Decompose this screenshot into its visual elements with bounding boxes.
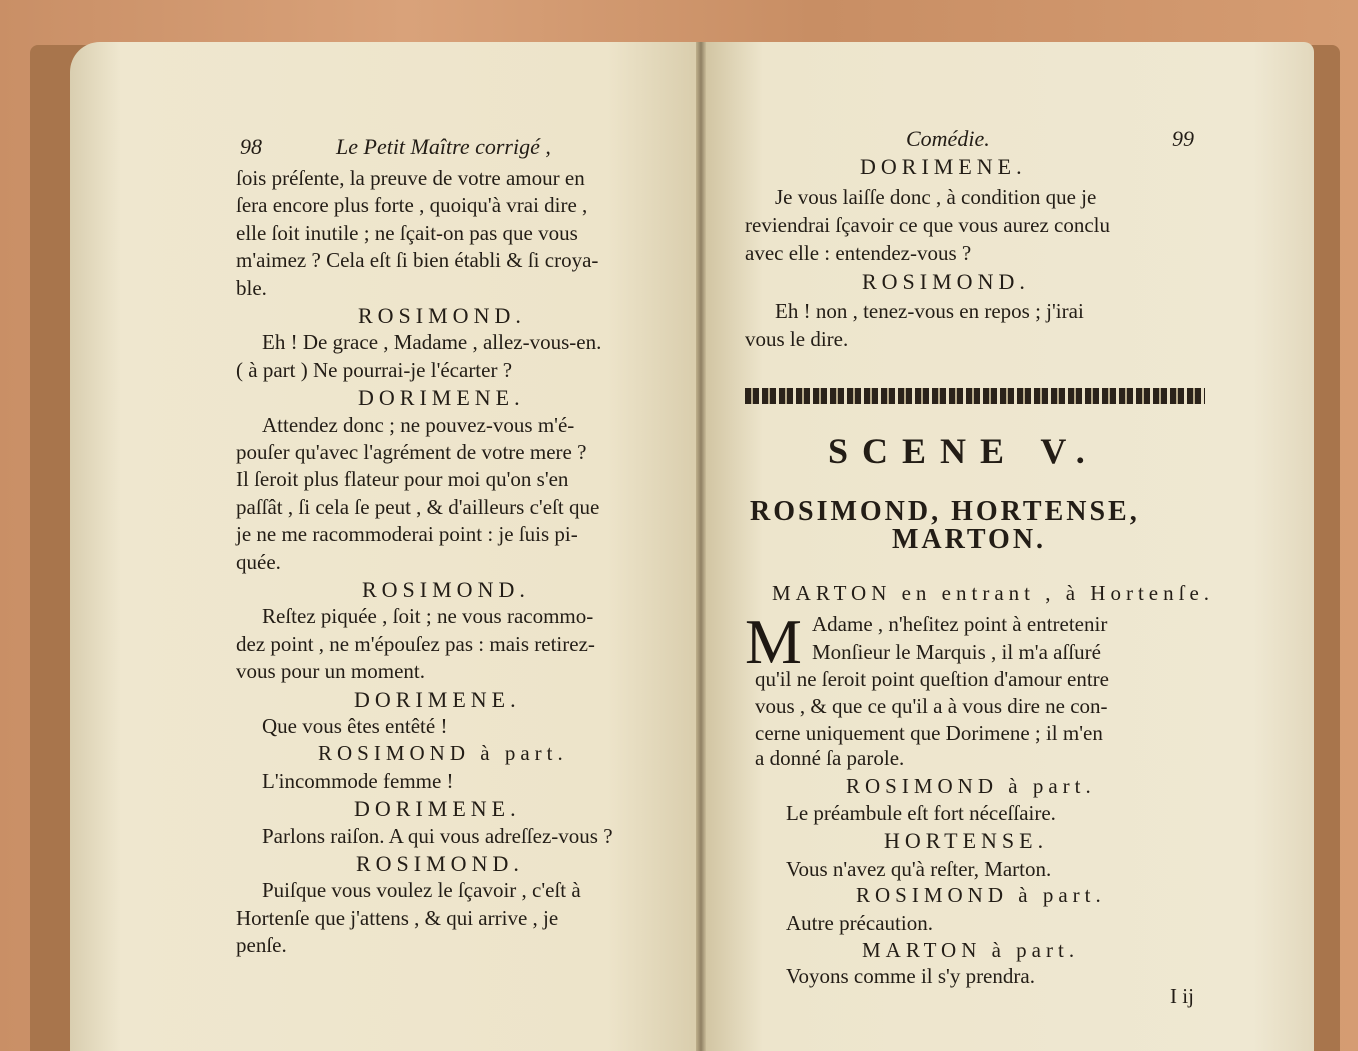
speaker-name: ROSIMOND à part. — [318, 741, 568, 766]
text-line: elle ſoit inutile ; ne ſçait-on pas que vous — [236, 220, 578, 245]
text-line: Hortenſe que j'attens , & qui arrive , je — [236, 905, 559, 930]
text-line: paſſât , ſi cela ſe peut , & d'ailleurs c'eſt que — [236, 494, 600, 519]
text-line: reviendrai ſçavoir ce que vous aurez conclu — [745, 213, 1110, 237]
speaker-name: ROSIMOND à part. — [856, 883, 1106, 907]
text-line: Autre précaution. — [786, 911, 933, 935]
text-line: Eh ! non , tenez-vous en repos ; j'irai — [775, 299, 1084, 323]
text-line: avec elle : entendez-vous ? — [745, 241, 972, 265]
text-line: ſera encore plus forte , quoiqu'à vrai dire , — [236, 193, 588, 218]
text-line: Que vous êtes entêté ! — [262, 714, 448, 738]
text-line: Attendez donc ; ne pouvez-vous m'é- — [262, 412, 575, 437]
ornamental-divider — [745, 388, 1205, 404]
text-line: ſois préſente, la preuve de votre amour en — [236, 166, 585, 190]
text-line: Voyons comme il s'y prendra. — [786, 964, 1035, 988]
text-line: je ne me racommoderai point : je ſuis pi- — [236, 522, 578, 547]
text-line: Eh ! De grace , Madame , allez-vous-en. — [262, 330, 602, 355]
drop-cap: M — [745, 606, 802, 677]
text-line: Vous n'avez qu'à reſter, Marton. — [786, 857, 1052, 881]
speaker-name: DORIMENE. — [860, 154, 1027, 179]
scene-characters-1: ROSIMOND, HORTENSE, — [750, 496, 1140, 527]
text-line: quée. — [236, 549, 281, 574]
speaker-name: ROSIMOND. — [862, 269, 1030, 294]
text-line: vous , & que ce qu'il a à vous dire ne con- — [755, 694, 1108, 718]
speaker-name: DORIMENE. — [354, 686, 521, 712]
text-line: ( à part ) Ne pourrai-je l'écarter ? — [236, 357, 513, 382]
scene-title: SCENE V. — [828, 431, 1099, 471]
text-line: qu'il ne ſeroit point queſtion d'amour entre — [755, 667, 1109, 691]
text-line: cerne uniquement que Dorimene ; il m'en — [755, 721, 1103, 745]
text-line: dez point , ne m'épouſez pas : mais retirez- — [236, 631, 595, 656]
text-line: vous pour un moment. — [236, 659, 425, 684]
text-line: Le préambule eſt fort néceſſaire. — [786, 801, 1056, 825]
text-line: L'incommode femme ! — [262, 768, 454, 793]
speaker-name: ROSIMOND. — [356, 851, 524, 876]
text-line: Puiſque vous voulez le ſçavoir , c'eſt à — [262, 878, 581, 903]
signature-mark: I ij — [1170, 984, 1194, 1008]
running-head-right: Comédie. — [906, 126, 990, 151]
text-line: m'aimez ? Cela eſt ſi bien établi & ſi croya- — [236, 248, 599, 273]
text-line: Il ſeroit plus flateur pour moi qu'on s'en — [236, 467, 569, 492]
text-line: ble. — [236, 275, 267, 300]
speaker-name: ROSIMOND. — [358, 303, 526, 328]
page-number-right: 99 — [1172, 126, 1194, 151]
page-number-left: 98 — [240, 134, 262, 159]
speaker-name: MARTON en entrant , à Hortenſe. — [772, 581, 1215, 605]
text-line: a donné ſa parole. — [755, 746, 905, 770]
running-head-left: Le Petit Maître corrigé , — [336, 134, 551, 159]
text-line: Parlons raiſon. A qui vous adreſſez-vous ? — [262, 823, 613, 848]
speaker-name: ROSIMOND. — [362, 577, 530, 602]
text-line: Monſieur le Marquis , il m'a aſſuré — [812, 640, 1101, 664]
speaker-name: MARTON à part. — [862, 938, 1080, 962]
speaker-name: DORIMENE. — [358, 385, 525, 411]
text-line: pouſer qu'avec l'agrément de votre mere ? — [236, 440, 587, 464]
text-line: Reſtez piquée , ſoit ; ne vous racommo- — [262, 604, 594, 629]
text-line: Je vous laiſſe donc , à condition que je — [775, 185, 1097, 209]
scene-characters-2: MARTON. — [892, 524, 1047, 555]
speaker-name: HORTENSE. — [884, 828, 1049, 853]
speaker-name: DORIMENE. — [354, 796, 521, 822]
text-line: penſe. — [236, 933, 287, 958]
text-line: vous le dire. — [745, 327, 849, 351]
speaker-name: ROSIMOND à part. — [846, 774, 1096, 798]
text-line: Adame , n'heſitez point à entretenir — [812, 612, 1108, 636]
book-gutter — [696, 42, 706, 1051]
